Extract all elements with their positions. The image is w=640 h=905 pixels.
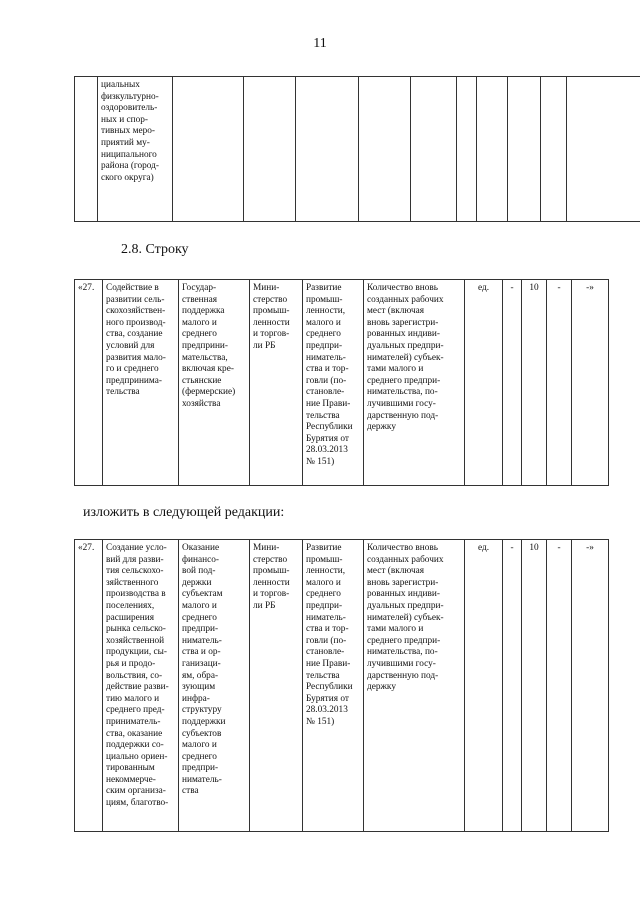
goal-cell: Создание усло- вий для разви- тия сельскохо- зяйственного производства в поселениях, расширения рынка сельско- хозяйственной продукции, сы- рья и продо- вольствия, со- действие разви- тию малого и среднего пред- приниматель- ства, оказание поддержки со- циально ориен- тированным некоммерче- ским организа- циям, благотво- (103, 540, 179, 832)
table-cell (411, 77, 457, 222)
indicator-cell: Количество вновь созданных рабочих мест (включая вновь зарегистри- рованных индиви- дуальных предпри- нимателей) субъек- тами малого и среднего предпри- нимательства, по- лучившими госу- дарственную под- держку (364, 540, 465, 832)
new-row-table (74, 539, 609, 832)
table-cell (567, 77, 640, 222)
program-cell: Развитие промыш- ленности, малого и среднего предпри- ниматель- ства и тор- говли (по- становле- ние Прави- тельства Республики Бурятия от 28.03.2013 № 151) (303, 540, 364, 832)
value-cell: 10 (522, 540, 547, 832)
row-number-cell: «27. (75, 540, 103, 832)
responsible-cell: Мини- стерство промыш- ленности и торгов- ли РБ (250, 280, 303, 486)
measure-cell: Оказание финансо- вой под- держки субъектам малого и среднего предпри- ниматель- ства и ор- ганизаци- ям, обра- зующим инфра- структуру поддержки субъектов малого и среднего предпри- ниматель- ства (179, 540, 250, 832)
old-row-table (74, 279, 609, 486)
table-cell (457, 77, 477, 222)
table-cell (244, 77, 296, 222)
table-cell (75, 77, 98, 222)
table-row (75, 280, 609, 486)
value-cell: -» (572, 540, 609, 832)
row-number-cell: «27. (75, 280, 103, 486)
goal-cell: Содействие в развитии сель- скохозяйствен- ного производ- ства, создание условий для развития мало- го и среднего предпринима- тельства (103, 280, 179, 486)
value-cell: - (503, 280, 522, 486)
program-cell: Развитие промыш- ленности, малого и среднего предпри- ниматель- ства и тор- говли (по- становле- ние Прави- тельства Республики Бурятия от 28.03.2013 № 151) (303, 280, 364, 486)
table-cell (296, 77, 359, 222)
value-cell: -» (572, 280, 609, 486)
instruction-text: изложить в следующей редакции: (83, 505, 285, 520)
section-heading: 2.8. Строку (121, 242, 189, 257)
value-cell: - (547, 540, 572, 832)
table-row (75, 540, 609, 832)
value-cell: 10 (522, 280, 547, 486)
value-cell: - (547, 280, 572, 486)
table-cell (359, 77, 411, 222)
page-number: 11 (313, 36, 327, 51)
table-cell (477, 77, 508, 222)
value-cell: - (503, 540, 522, 832)
table-cell (508, 77, 541, 222)
indicator-cell: Количество вновь созданных рабочих мест (включая вновь зарегистри- рованных индиви- дуальных предпри- нимателей) субъек- тами малого и среднего предпри- нимательства, по- лучившими госу- дарственную под- держку (364, 280, 465, 486)
table-cell (541, 77, 567, 222)
continuation-table (74, 76, 640, 222)
measure-cell: Государ- ственная поддержка малого и среднего предприни- мательства, включая кре- стьянские (фермерские) хозяйства (179, 280, 250, 486)
table-row (75, 77, 640, 222)
unit-cell: ед. (465, 280, 503, 486)
responsible-cell: Мини- стерство промыш- ленности и торгов- ли РБ (250, 540, 303, 832)
table-cell: циальных физкультурно- оздоровитель- ных и спор- тивных меро- приятий му- ниципального района (город- ского округа) (98, 77, 173, 222)
unit-cell: ед. (465, 540, 503, 832)
table-cell (173, 77, 244, 222)
